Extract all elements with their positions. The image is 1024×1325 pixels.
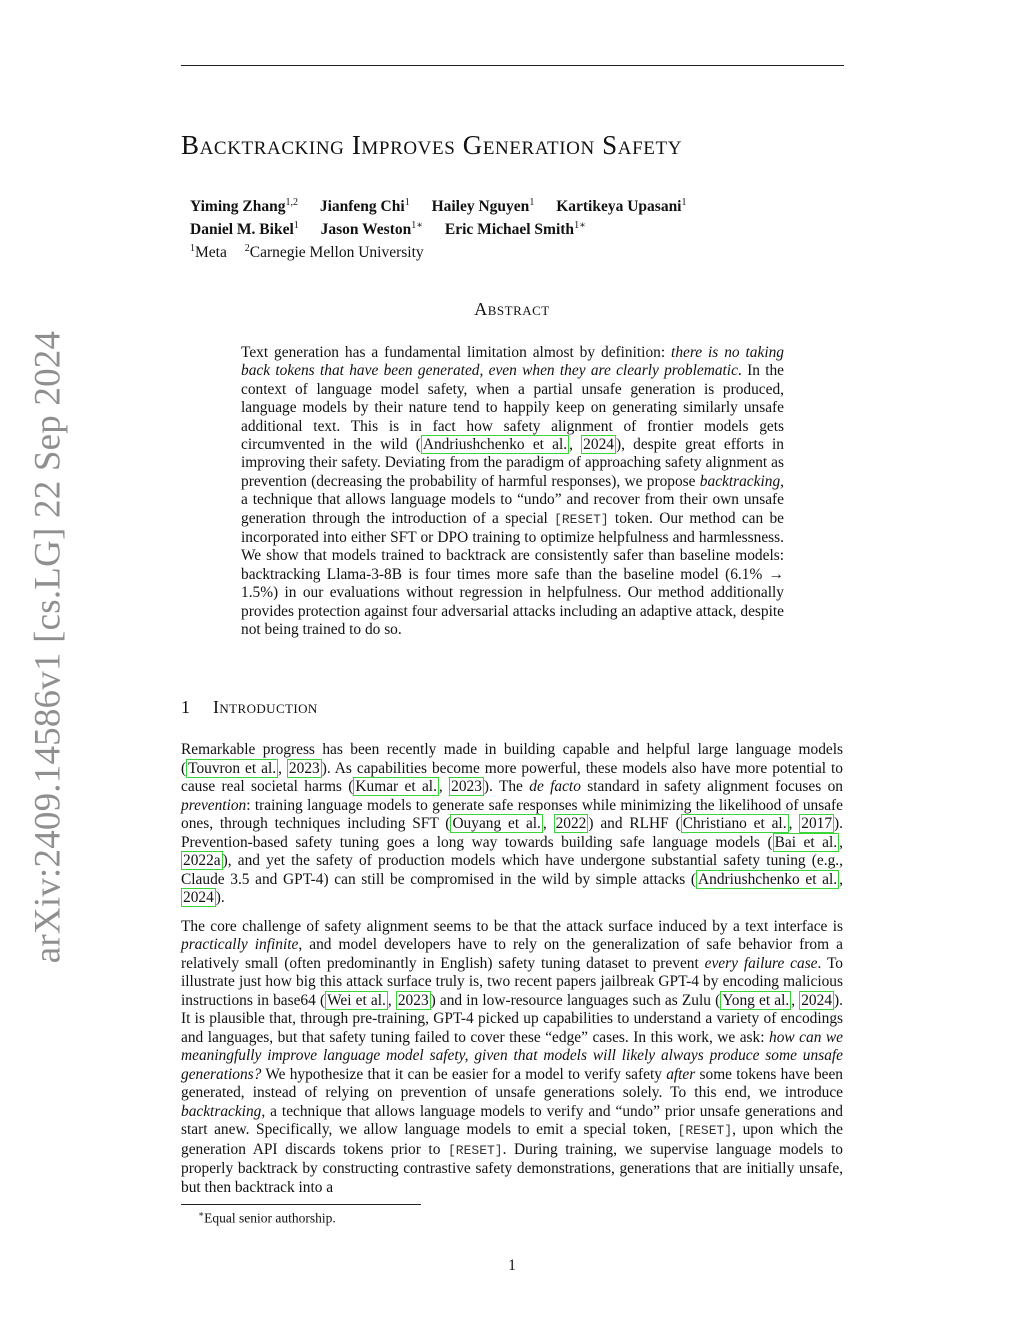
citation-link[interactable]: Andriushchenko et al. <box>698 870 838 888</box>
author-name: Jason Weston$^{1∗}$ <box>320 220 424 239</box>
author-name: Hailey Nguyen$^1$ <box>431 197 535 216</box>
citation-link[interactable]: Kumar et al. <box>355 778 437 795</box>
citation-year-link[interactable]: 2024 <box>583 436 614 454</box>
top-rule <box>181 65 844 66</box>
citation-link[interactable]: Andriushchenko et al. <box>422 436 568 454</box>
author-name: Yiming Zhang$^{1,2}$ <box>190 197 298 216</box>
citation-year-link[interactable]: 2022 <box>555 815 587 832</box>
author-name: Daniel M. Bikel$^1$ <box>190 220 299 239</box>
citation-link[interactable]: Touvron et al. <box>188 759 277 777</box>
section-title: Introduction <box>213 697 318 717</box>
section-number: 1 <box>181 697 190 717</box>
citation-year-link[interactable]: 2023 <box>451 778 482 795</box>
arxiv-identifier[interactable]: arXiv:2409.14586v1 [cs.LG] 22 Sep 2024 <box>27 330 69 964</box>
citation-link[interactable]: Ouyang et al. <box>452 815 541 832</box>
citation-year-link[interactable]: 2022a <box>183 852 221 869</box>
author-name: Eric Michael Smith$^{1∗}$ <box>444 220 586 239</box>
reset-token: [RESET] <box>677 1123 733 1138</box>
intro-paragraph-2: The core challenge of safety alignment seems to be that the attack surface induced by a text interface is practically infinite, and model developers have to rely on the generalization of safe behavior from a relatively small (often predominantly in English) safety tuning dataset to prevent every failure case. To illustrate just how big this attack surface truly is, two recent papers jailbreak GPT-4 by encoding malicious instructions in base64 ( Wei et al. , 2023 ) and in low-resource languages such as Zulu ( Yong et al. , 2024 ). It is plausible that, through pre-training, GPT-4 picked up capabilities to understand a variety of encodings and languages, but that safety tuning failed to cover these “edge” cases. In this work, we ask: how can we meaningfully improve language model safety, given that models will likely always produce some unsafe generations? We hypothesize that it can be easier for a model to verify safety after some tokens have been generated, instead of relying on prevention of unsafe generations solely. To this end, we introduce backtracking, a technique that allows language models to verify and “undo” prior unsafe generations and start anew. Specifically, we allow language models to emit a special token, [RESET], upon which the generation API discards tokens prior to [RESET]. During training, we supervise language models to properly backtrack by constructing contrastive safety demonstrations, generations that are initially unsafe, but then backtrack into a <box>181 917 844 1196</box>
author-block <box>190 193 830 262</box>
citation-year-link[interactable]: 2017 <box>801 815 833 832</box>
citation-year-link[interactable]: 2023 <box>288 759 320 777</box>
author-name: Jianfeng Chi$^1$ <box>319 197 410 216</box>
page-number: 1 <box>508 1257 516 1274</box>
citation-link[interactable]: Bai et al. <box>774 833 838 851</box>
affiliation: $^1$Meta <box>190 243 227 262</box>
section-heading <box>181 697 318 718</box>
citation-year-link[interactable]: 2024 <box>801 991 833 1009</box>
abstract-heading: Abstract <box>474 299 550 319</box>
footnote: ∗Equal senior authorship. <box>198 1209 336 1226</box>
paper-title: Backtracking Improves Generation Safety <box>181 130 683 160</box>
citation-link[interactable]: Yong et al. <box>722 991 790 1009</box>
reset-token: [RESET] <box>554 511 609 527</box>
introduction-body <box>181 741 843 1207</box>
abstract-body: Text generation has a fundamental limitation almost by definition: there is no taking back tokens that have been generated, even when they are clearly problematic. In the context of language model safety, when a partial unsafe generation is produced, language models by their nature tend to happily keep on generating similarly unsafe additional text. This is in fact how safety alignment of frontier models gets circumvented in the wild ( Andriushchenko et al. , 2024 ), despite great efforts in improving their safety. Deviating from the paradigm of approaching safety alignment as prevention (decreasing the probability of harmful responses), we propose backtracking, a technique that allows language models to “undo” and recover from their own unsafe generation through the introduction of a special [RESET] token. Our method can be incorporated into either SFT or DPO training to optimize helpfulness and harmlessness. We show that models trained to backtrack are consistently safer than baseline models: backtracking Llama-3-8B is four times more safe than the baseline model (6.1% → 1.5%) in our evaluations without regression in helpfulness. Our method additionally provides protection against four adversarial attacks including an adaptive attack, despite not being trained to do so. <box>241 344 784 639</box>
author-row-2 <box>190 216 830 239</box>
footnote-rule <box>181 1204 421 1205</box>
author-name: Kartikeya Upasani$^1$ <box>556 197 687 216</box>
author-row-1 <box>190 193 830 216</box>
arxiv-stamp <box>18 330 78 964</box>
citation-year-link[interactable]: 2023 <box>397 991 429 1009</box>
affiliation: $^2$Carnegie Mellon University <box>244 243 424 262</box>
citation-link[interactable]: Wei et al. <box>327 991 386 1009</box>
citation-year-link[interactable]: 2024 <box>183 889 214 906</box>
intro-paragraph-1: Remarkable progress has been recently made in building capable and helpful large language models ( Touvron et al. , 2023 ). As capabilities become more powerful, these models also have more potential to cause real societal harms ( Kumar et al. , 2023 ). The de facto standard in safety alignment focuses on prevention: training language models to generate safe responses while minimizing the likelihood of unsafe ones, through techniques including SFT ( Ouyang et al. , 2022 ) and RLHF ( Christiano et al. , 2017 ). Prevention-based safety tuning goes a long way towards building safe language models ( Bai et al. , 2022a ), and yet the safety of production models which have undergone substantial safety tuning (e.g., Claude 3.5 and GPT-4) can still be compromised in the wild by simple attacks ( Andriushchenko et al. , 2024 ). <box>181 741 844 906</box>
citation-link[interactable]: Christiano et al. <box>682 815 787 832</box>
affiliation-row <box>190 239 830 262</box>
reset-token: [RESET] <box>447 1142 503 1158</box>
